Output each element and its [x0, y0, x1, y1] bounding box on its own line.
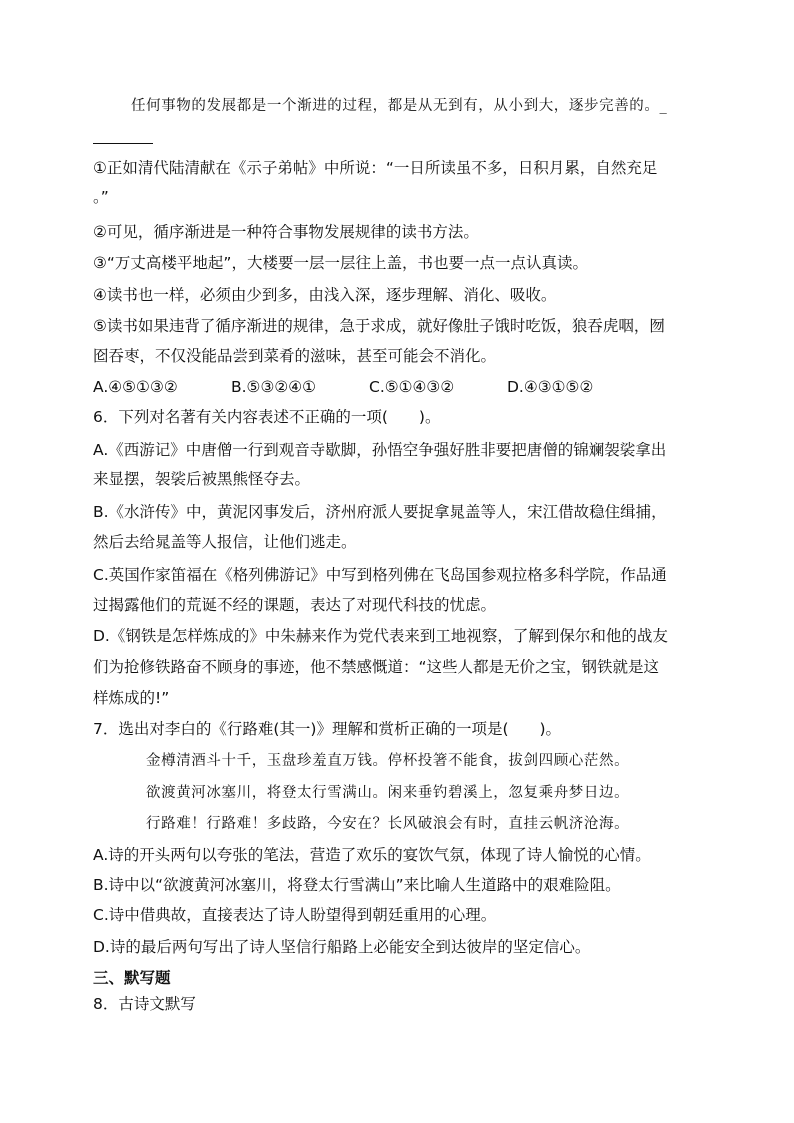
q5-option-c[interactable]: C.⑤①④③② [369, 378, 455, 396]
q6-option-b-cont: 然后去给晁盖等人报信，让他们逃走。 [93, 533, 357, 551]
q6-option-d-cont: 们为抢修铁路奋不顾身的事迹，他不禁感慨道：“这些人都是无价之宝，钢铁就是这 [93, 658, 660, 676]
q6-option-a-cont: 来显摆，袈裟后被黑熊怪夺去。 [93, 470, 311, 488]
q5-options [93, 377, 593, 397]
section-3-heading: 三、默写题 [93, 969, 171, 987]
q6-option-c-cont: 过揭露他们的荒诞不经的课题，表达了对现代科技的忧虑。 [93, 596, 497, 614]
q7-option-a[interactable]: A.诗的开头两句以夸张的笔法，营造了欢乐的宴饮气氛，体现了诗人愉悦的心情。 [93, 846, 651, 864]
q5-option-b[interactable]: B.⑤③②④① [231, 378, 317, 396]
question-6: 6．下列对名著有关内容表述不正确的一项( )。 [93, 408, 441, 426]
q6-option-c[interactable]: C.英国作家笛福在《格列佛游记》中写到格列佛在飞岛国参观拉格多科学院，作品通 [93, 566, 667, 584]
poem-line-3: 行路难！行路难！多歧路，今安在？长风破浪会有时，直挂云帆济沧海。 [146, 816, 630, 832]
q7-option-c[interactable]: C.诗中借典故，直接表达了诗人盼望得到朝廷重用的心理。 [93, 906, 497, 924]
answer-blank-line [93, 143, 153, 144]
sentence-2: ②可见，循序渐进是一种符合事物发展规律的读书方法。 [93, 223, 479, 241]
question-7: 7．选出对李白的《行路难(其一)》理解和赏析正确的一项是( )。 [93, 720, 562, 738]
q6-option-d-cont2: 样炼成的!” [93, 689, 170, 707]
sentence-3: ③“万丈高楼平地起”，大楼要一层一层往上盖，书也要一点一点认真读。 [93, 254, 588, 272]
passage-lead: 任何事物的发展都是一个渐进的过程，都是从无到有，从小到大，逐步完善的。_ [131, 98, 668, 114]
sentence-1-cont: 。” [93, 188, 109, 206]
q5-option-a[interactable]: A.④⑤①③② [93, 378, 178, 396]
sentence-5: ⑤读书如果违背了循序渐进的规律，急于求成，就好像肚子饿时吃饭，狼吞虎咽，囫 [93, 317, 665, 335]
q6-option-b[interactable]: B.《水浒传》中，黄泥冈事发后，济州府派人要捉拿晁盖等人，宋江借故稳住缉捕， [93, 503, 667, 521]
sentence-4: ④读书也一样，必须由少到多，由浅入深，逐步理解、消化、吸收。 [93, 286, 557, 304]
sentence-1: ①正如清代陆清献在《示子弟帖》中所说：“一日所读虽不多，日积月累，自然充足 [93, 159, 658, 177]
q7-option-b[interactable]: B.诗中以“欲渡黄河冰塞川，将登太行雪满山”来比喻人生道路中的艰难险阻。 [93, 876, 621, 894]
q6-option-a[interactable]: A.《西游记》中唐僧一行到观音寺歇脚，孙悟空争强好胜非要把唐僧的锦斓袈裟拿出 [93, 441, 667, 459]
poem-line-2: 欲渡黄河冰塞川，将登太行雪满山。闲来垂钓碧溪上，忽复乘舟梦日边。 [146, 785, 630, 801]
q6-option-d[interactable]: D.《钢铁是怎样炼成的》中朱赫来作为党代表来到工地视察，了解到保尔和他的战友 [93, 627, 668, 645]
sentence-5-cont: 囵吞枣，不仅没能品尝到菜肴的滋味，甚至可能会不消化。 [93, 347, 497, 365]
q7-option-d[interactable]: D.诗的最后两句写出了诗人坚信行船路上必能安全到达彼岸的坚定信心。 [93, 938, 591, 956]
q5-option-d[interactable]: D.④③①⑤② [507, 378, 594, 396]
question-8: 8．古诗文默写 [93, 995, 196, 1013]
poem-line-1: 金樽清酒斗十千，玉盘珍羞直万钱。停杯投箸不能食，拔剑四顾心茫然。 [146, 753, 630, 769]
